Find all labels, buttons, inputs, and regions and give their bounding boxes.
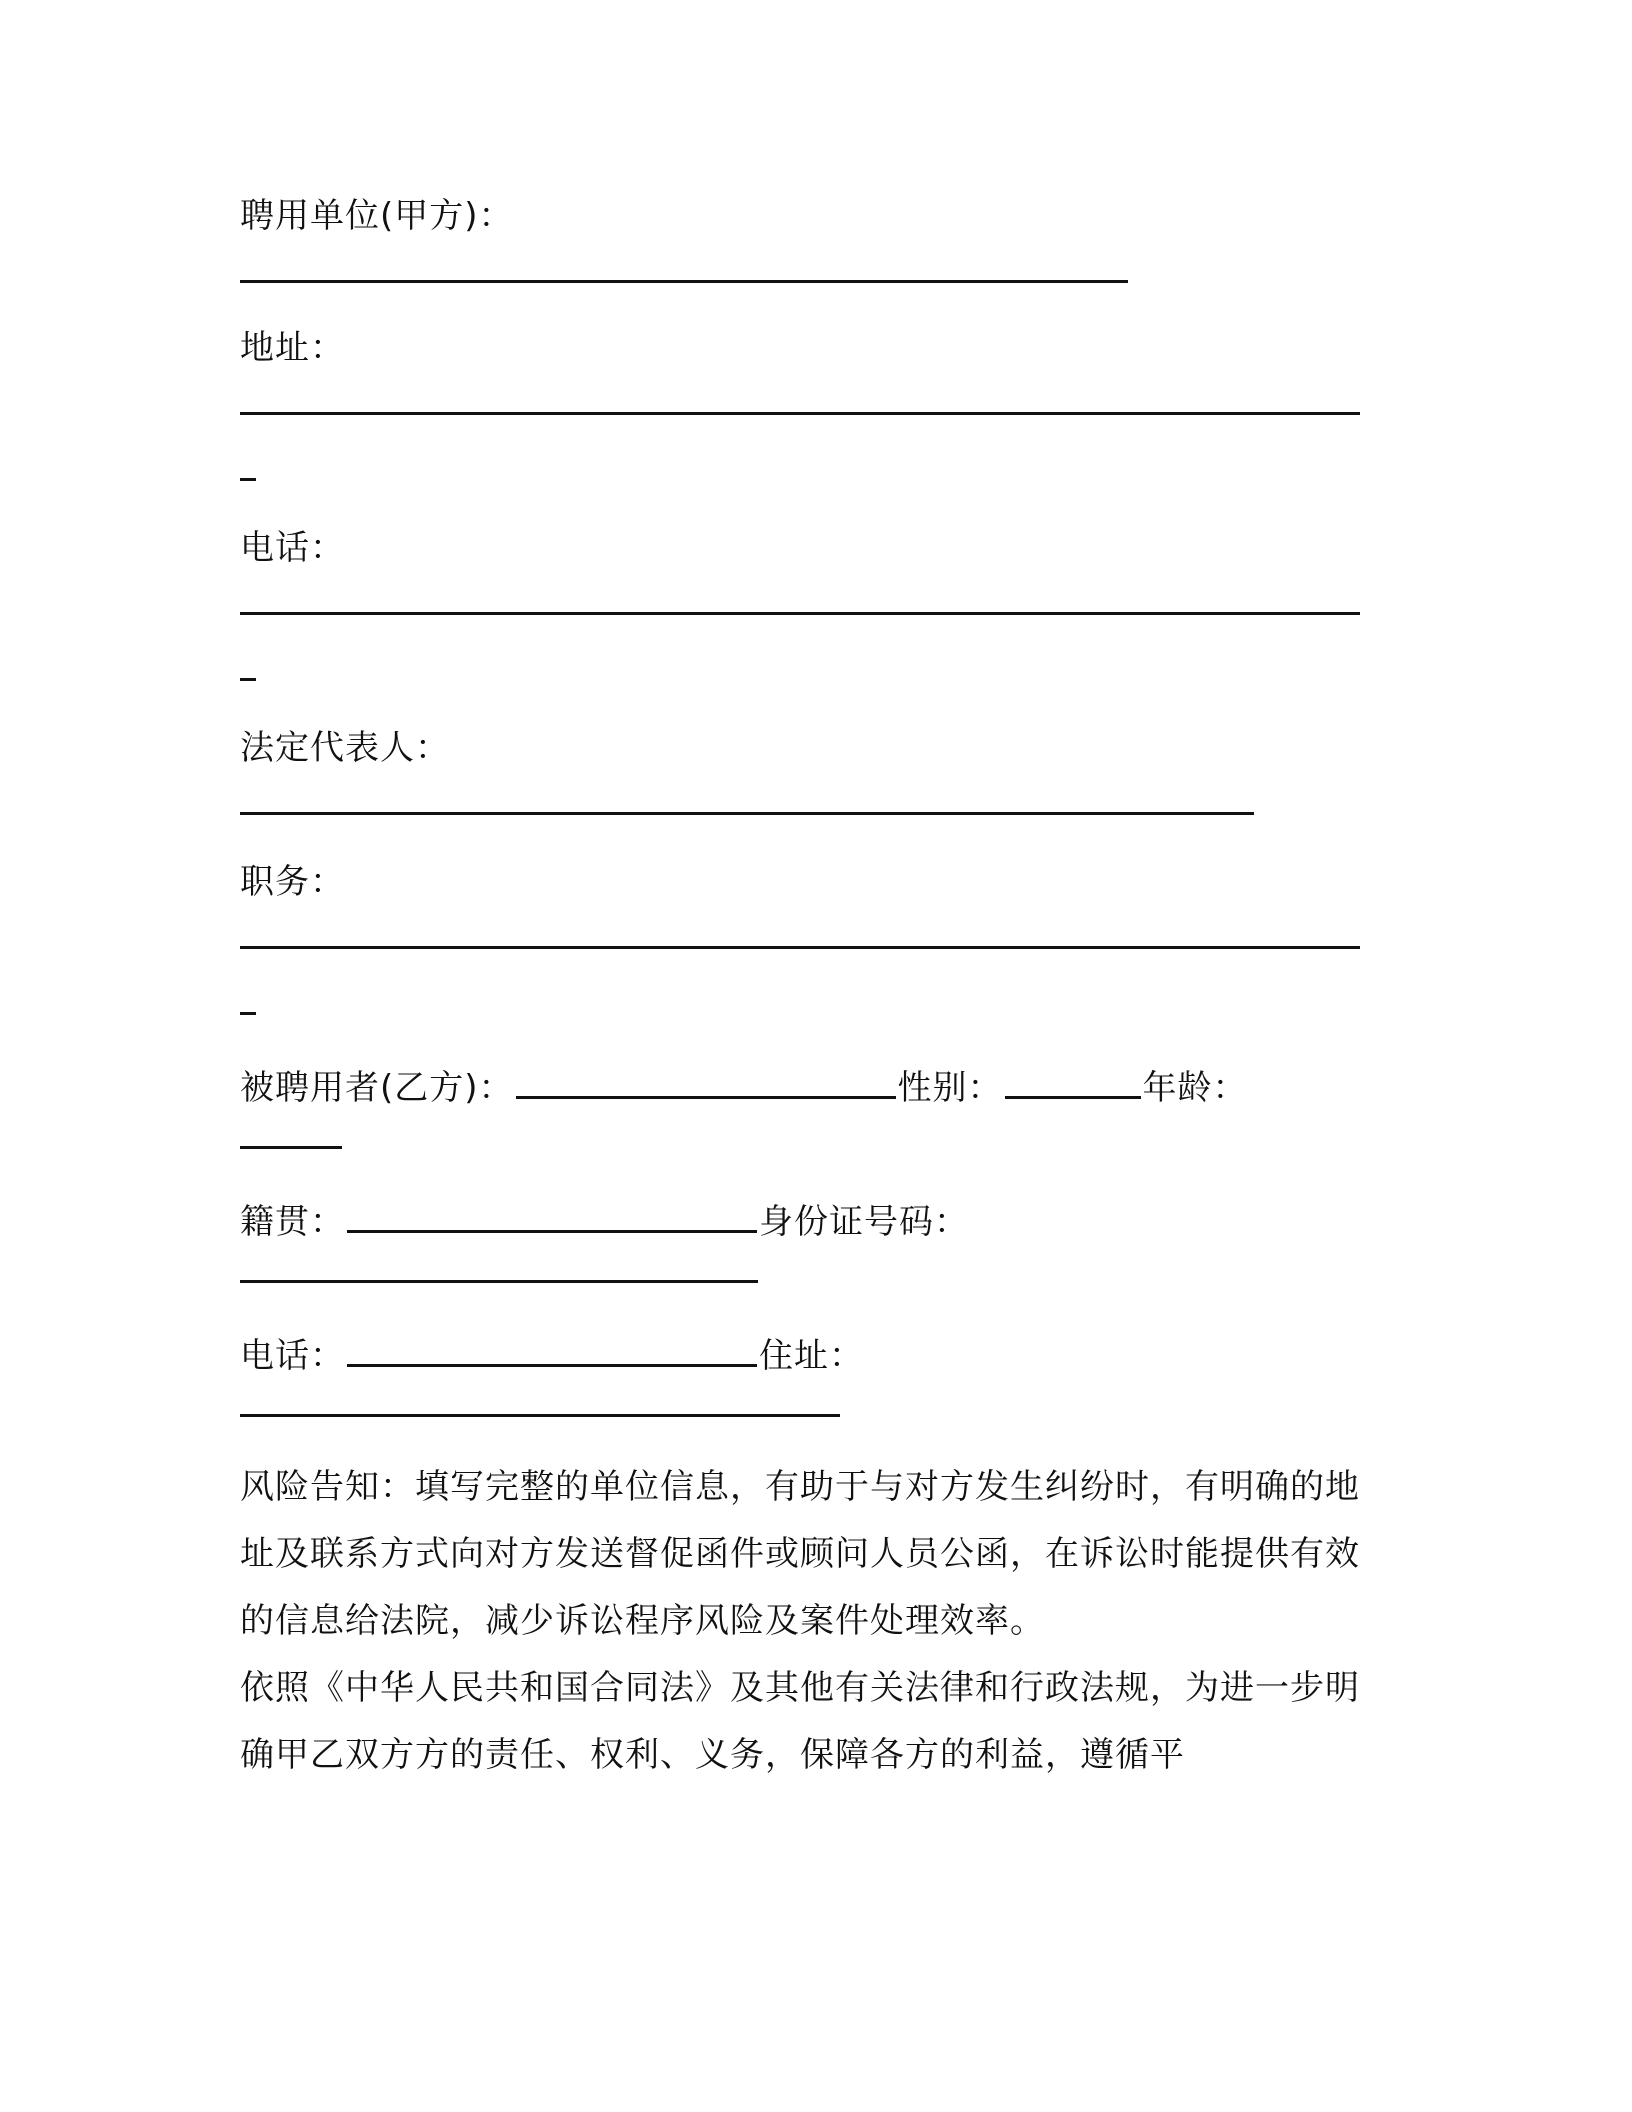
employee-label: 被聘用者(乙方)： bbox=[240, 1068, 514, 1108]
age-blank[interactable] bbox=[240, 1146, 342, 1149]
phone-label: 电话： bbox=[240, 528, 345, 568]
phone-blank[interactable] bbox=[240, 612, 1360, 615]
id-number-label: 身份证号码： bbox=[759, 1202, 969, 1242]
legal-rep-label: 法定代表人： bbox=[240, 728, 450, 768]
residence-label: 住址： bbox=[759, 1336, 864, 1376]
residence-blank[interactable] bbox=[240, 1414, 840, 1417]
gender-blank[interactable] bbox=[1005, 1062, 1141, 1099]
preamble-text: 依照《中华人民共和国合同法》及其他有关法律和行政法规，为进一步明确甲乙双方方的责任、权利、义务，保障各方的利益，遵循平 bbox=[240, 1668, 1360, 1775]
gender-label: 性别： bbox=[897, 1068, 1003, 1108]
origin-blank[interactable] bbox=[347, 1196, 757, 1233]
address-blank[interactable] bbox=[240, 412, 1360, 415]
position-blank-continuation bbox=[240, 1012, 256, 1015]
risk-notice: 风险告知：填写完整的单位信息，有助于与对方发生纠纷时，有明确的地址及联系方式向对方发送督促函件或顾问人员公函，在诉讼时能提供有效的信息给法院，减少诉讼程序风险及案件处理效率。 bbox=[240, 1467, 1360, 1641]
address-label: 地址： bbox=[240, 328, 345, 368]
position-label: 职务： bbox=[240, 862, 345, 902]
phone2-label: 电话： bbox=[240, 1336, 345, 1376]
phone2-row bbox=[240, 1330, 864, 1376]
position-blank[interactable] bbox=[240, 946, 1360, 949]
phone-blank-continuation bbox=[240, 678, 256, 681]
age-label: 年龄： bbox=[1142, 1068, 1248, 1108]
employee-name-blank[interactable] bbox=[516, 1062, 896, 1099]
id-number-blank[interactable] bbox=[240, 1280, 758, 1283]
origin-label: 籍贯： bbox=[240, 1202, 345, 1242]
phone2-blank[interactable] bbox=[347, 1330, 757, 1367]
employee-row bbox=[240, 1062, 1248, 1108]
address-blank-continuation bbox=[240, 478, 256, 481]
legal-rep-blank[interactable] bbox=[240, 812, 1254, 815]
employer-blank[interactable] bbox=[240, 280, 1128, 283]
employer-label: 聘用单位(甲方)： bbox=[240, 196, 514, 236]
origin-row bbox=[240, 1196, 969, 1242]
